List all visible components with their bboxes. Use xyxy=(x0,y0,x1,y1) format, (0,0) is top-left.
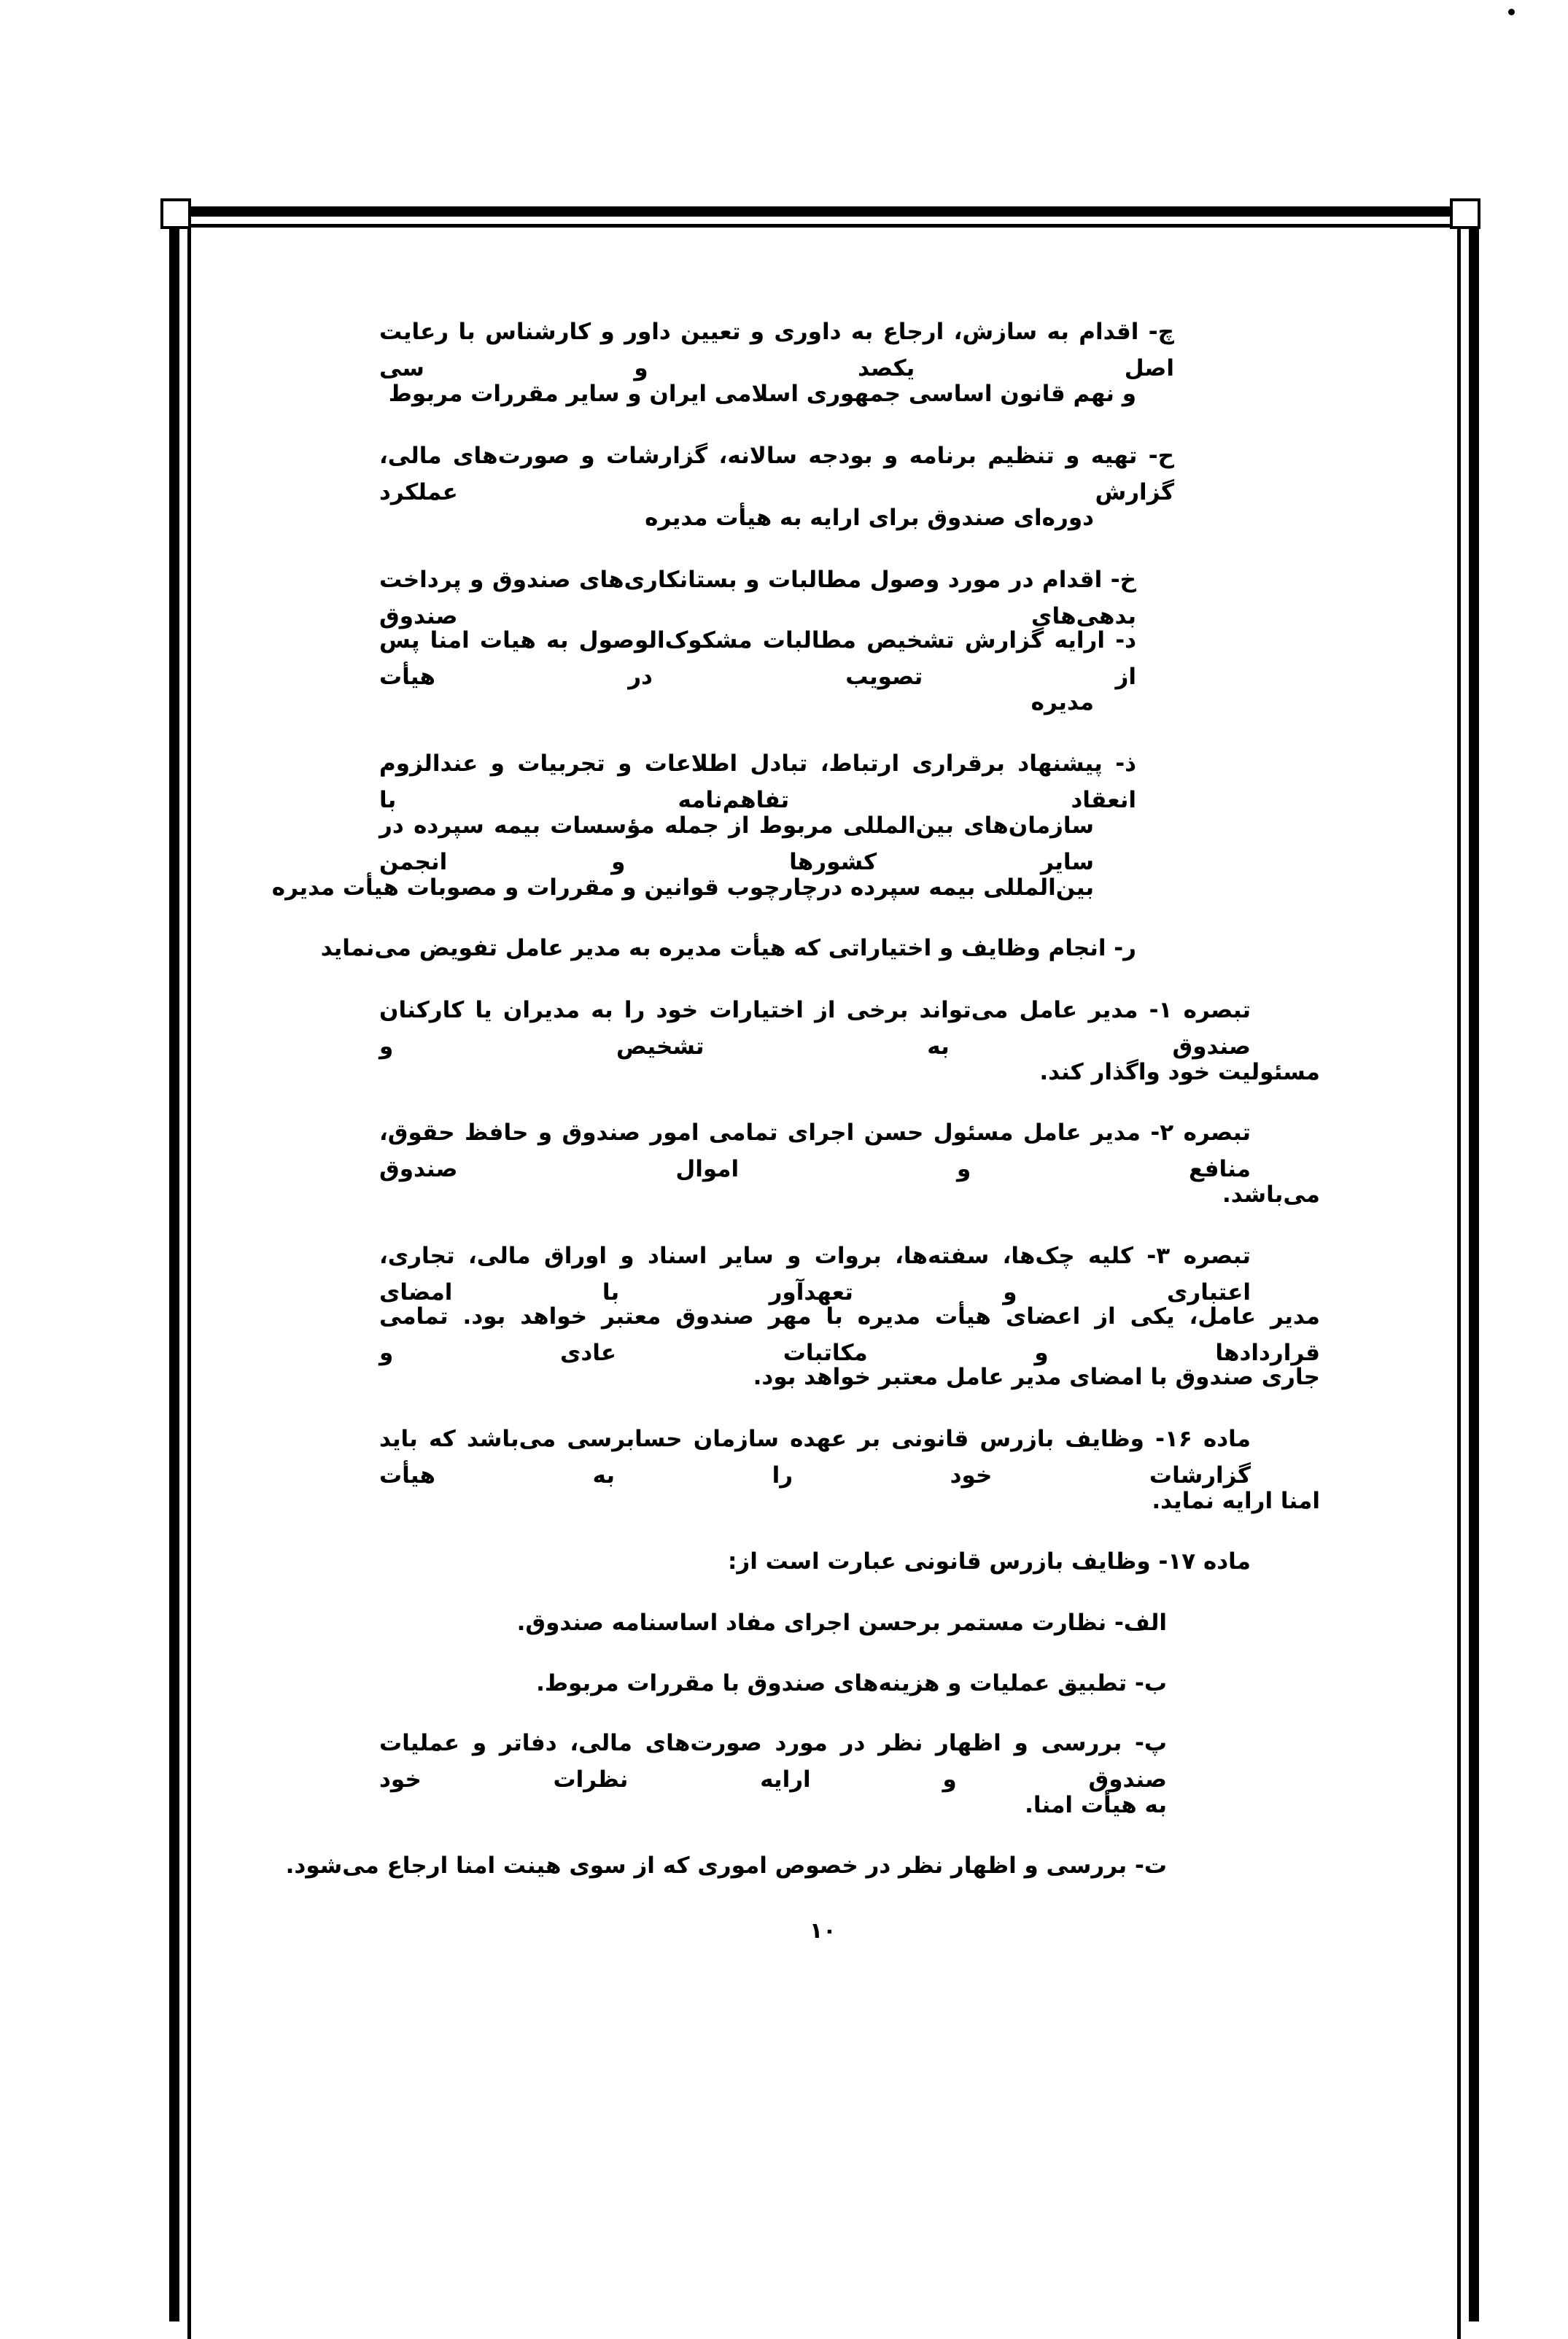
text-line: ماده ۱۶- وظایف بازرس قانونی بر عهده سازمان حسابرسی می‌باشد که باید گزارشات خود را به هیأت xyxy=(379,1426,1251,1489)
text-line: مدیر عامل، یکی از اعضای هیأت مدیره با مهر صندوق معتبر خواهد بود. تمامی قراردادها و مکاتبات عادی و xyxy=(379,1303,1320,1366)
text-line: پ- بررسی و اظهار نظر در مورد صورت‌های مالی، دفاتر و عملیات صندوق و ارایه نظرات خود xyxy=(379,1730,1167,1793)
text-line: می‌باشد. xyxy=(1222,1182,1320,1208)
border-corner-ornament xyxy=(160,198,191,229)
text-line: دوره‌ای صندوق برای ارایه به هیأت مدیره xyxy=(645,505,1094,531)
page-number: ۱۰ xyxy=(810,1918,837,1944)
text-line: به هیأت امنا. xyxy=(1025,1792,1167,1818)
border-corner-ornament xyxy=(1450,198,1480,229)
text-line: ماده ۱۷- وظایف بازرس قانونی عبارت است از: xyxy=(727,1548,1251,1575)
text-line: تبصره ۳- کلیه چک‌ها، سفته‌ها، بروات و سایر اسناد و اوراق مالی، تجاری، اعتباری و تعهدآور با امضای xyxy=(379,1243,1251,1306)
text-line: الف- نظارت مستمر برحسن اجرای مفاد اساسنامه صندوق. xyxy=(516,1610,1167,1636)
text-line: ر- انجام وظایف و اختیاراتی که هیأت مدیره به مدیر عامل تفویض می‌نماید xyxy=(320,935,1136,961)
text-line: تبصره ۱- مدیر عامل می‌تواند برخی از اختیارات خود را به مدیران یا کارکنان صندوق به تشخیص و xyxy=(379,997,1251,1060)
scan-speck xyxy=(1508,9,1515,15)
text-line: و نهم قانون اساسی جمهوری اسلامی ایران و سایر مقررات مربوط xyxy=(388,381,1136,407)
text-line: ب- تطبیق عملیات و هزینه‌های صندوق با مقررات مربوط. xyxy=(536,1670,1167,1696)
text-line: ح- تهیه و تنظیم برنامه و بودجه سالانه، گزارشات و صورت‌های مالی، گزارش عملکرد xyxy=(379,443,1174,505)
text-line: مدیره xyxy=(1031,689,1094,715)
text-line: ت- بررسی و اظهار نظر در خصوص اموری که از سوی هینت امنا ارجاع می‌شود. xyxy=(285,1853,1167,1879)
text-line: چ- اقدام به سازش، ارجاع به داوری و تعیین داور و کارشناس با رعایت اصل یکصد و سی xyxy=(379,319,1174,381)
text-line: ذ- پیشنهاد برقراری ارتباط، تبادل اطلاعات و تجربیات و عندالزوم انعقاد تفاهم‌نامه با xyxy=(379,750,1136,813)
text-line: خ- اقدام در مورد وصول مطالبات و بستانکاری‌های صندوق و پرداخت بدهی‌های صندوق xyxy=(379,567,1136,629)
text-line: تبصره ۲- مدیر عامل مسئول حسن اجرای تمامی امور صندوق و حافظ حقوق، منافع و اموال صندوق xyxy=(379,1120,1251,1182)
text-line: سازمان‌های بین‌المللی مربوط از جمله مؤسسات بیمه سپرده در سایر کشورها و انجمن xyxy=(379,812,1094,875)
text-line: د- ارایه گزارش تشخیص مطالبات مشکوک‌الوصول به هیات امنا پس از تصویب در هیأت xyxy=(379,627,1136,690)
text-line: جاری صندوق با امضای مدیر عامل معتبر خواهد بود. xyxy=(753,1364,1320,1390)
text-line: مسئولیت خود واگذار کند. xyxy=(1039,1059,1320,1085)
text-line: بین‌المللی بیمه سپرده درچارچوب قوانین و مقررات و مصوبات هیأت مدیره xyxy=(271,874,1094,901)
text-line: امنا ارایه نماید. xyxy=(1152,1488,1320,1514)
